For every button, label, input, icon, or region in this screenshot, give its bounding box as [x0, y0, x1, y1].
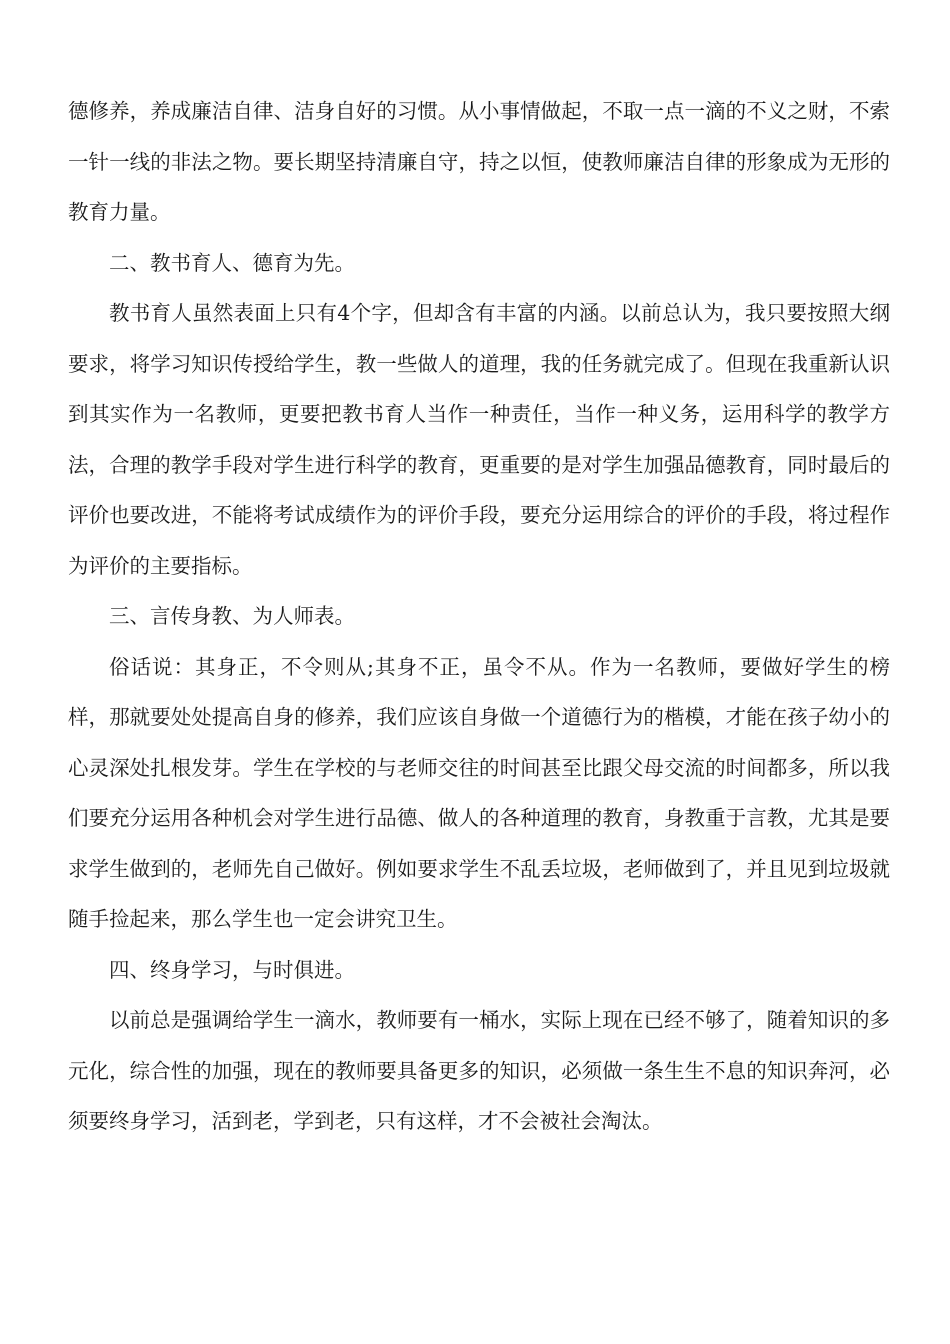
paragraph-lifelong-learning: 以前总是强调给学生一滴水，教师要有一桶水，实际上现在已经不够了，随着知识的多元化，综合性的加强，现在的教师要具备更多的知识，必须做一条生生不息的知识奔河，必须要终身学习，活到老，学到老，只有这样，才不会被社会淘汰。 — [68, 1008, 890, 1133]
section-heading-2: 二、教书育人、德育为先。 — [109, 250, 355, 275]
section-heading-3: 三、言传身教、为人师表。 — [109, 604, 355, 628]
section-heading-4: 四、终身学习，与时俱进。 — [109, 957, 355, 982]
paragraph-continuation: 德修养，养成廉洁自律、洁身自好的习惯。从小事情做起，不取一点一滴的不义之财，不索一针一线的非法之物。要长期坚持清廉自守，持之以恒，使教师廉洁自律的形象成为无形的教育力量。 — [68, 99, 890, 224]
paragraph-teaching: 教书育人虽然表面上只有4个字，但却含有丰富的内涵。以前总认为，我只要按照大纲要求，将学习知识传授给学生，教一些做人的道理，我的任务就完成了。但现在我重新认识到其实作为一名教师，更要把教书育人当作一种责任，当作一种义务，运用科学的教学方法，合理的教学手段对学生进行科学的教育，更重要的是对学生加强品德教育，同时最后的评价也要改进，不能将考试成绩作为的评价手段，要充分运用综合的评价的手段，将过程作为评价的主要指标。 — [68, 301, 890, 578]
document-page — [68, 86, 890, 1147]
paragraph-example: 俗话说：其身正，不令则从;其身不正，虽令不从。作为一名教师，要做好学生的榜样，那就要处处提高自身的修养，我们应该自身做一个道德行为的楷模，才能在孩子幼小的心灵深处扎根发芽。学生在学校的与老师交往的时间甚至比跟父母交流的时间都多，所以我们要充分运用各种机会对学生进行品德、做人的各种道理的教育，身教重于言教，尤其是要求学生做到的，老师先自己做好。例如要求学生不乱丢垃圾，老师做到了，并且见到垃圾就随手捡起来，那么学生也一定会讲究卫生。 — [68, 654, 890, 931]
